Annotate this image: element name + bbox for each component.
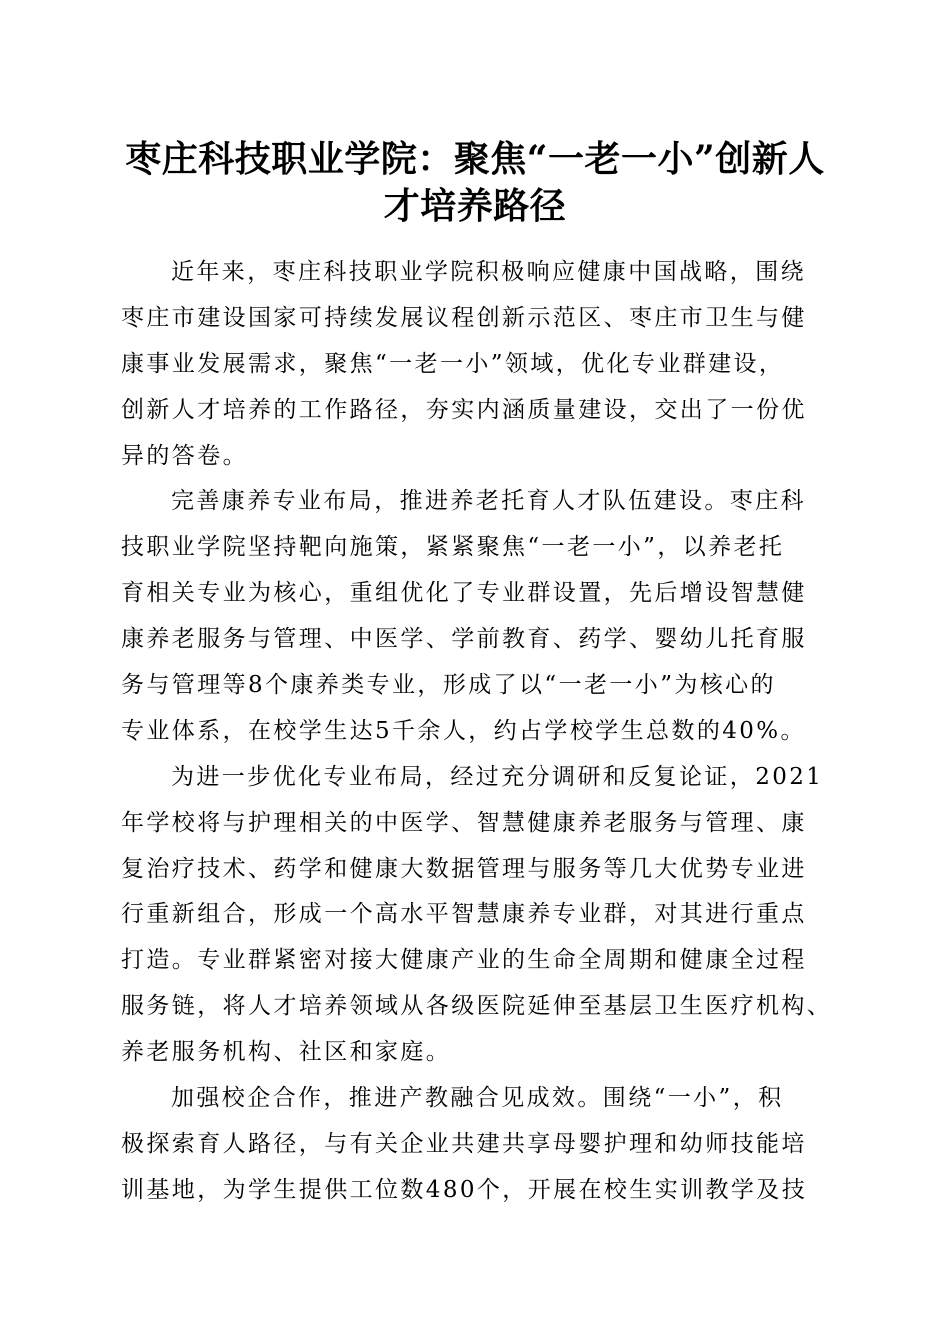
- text-line: 服务链，将人才培养领域从各级医院延伸至基层卫生医疗机构、: [121, 993, 833, 1020]
- text-line: 务与管理等8个康养类专业，形成了以“一老一小”为核心的: [121, 672, 776, 699]
- paragraph-3: [121, 755, 833, 1076]
- text-line: 完善康养专业布局，推进养老托育人才队伍建设。枣庄科: [171, 488, 806, 515]
- text-line: 技职业学院坚持靶向施策，紧紧聚焦“一老一小”，以养老托: [121, 534, 785, 561]
- text-line: 专业体系，在校学生达5千余人，约占学校学生总数的40%。: [121, 717, 806, 744]
- document-body: [121, 250, 833, 1214]
- text-line: 康事业发展需求，聚焦“一老一小”领域，优化专业群建设，: [121, 350, 785, 377]
- text-line: 复治疗技术、药学和健康大数据管理与服务等几大优势专业进: [121, 855, 807, 882]
- document-title: [100, 136, 850, 230]
- text-line: 枣庄市建设国家可持续发展议程创新示范区、枣庄市卫生与健: [121, 304, 807, 331]
- text-line: 年学校将与护理相关的中医学、智慧健康养老服务与管理、康: [121, 809, 807, 836]
- text-line: 近年来，枣庄科技职业学院积极响应健康中国战略，围绕: [171, 259, 806, 285]
- text-line: 极探索育人路径，与有关企业共建共享母婴护理和幼师技能培: [121, 1130, 807, 1157]
- paragraph-4: [121, 1076, 821, 1214]
- text-line: 异的答卷。: [121, 442, 248, 469]
- text-line: 行重新组合，形成一个高水平智慧康养专业群，对其进行重点: [121, 901, 807, 928]
- text-line: 养老服务机构、社区和家庭。: [121, 1039, 452, 1066]
- paragraph-1: [121, 250, 821, 479]
- text-line: 训基地，为学生提供工位数480个，开展在校生实训教学及技: [121, 1176, 808, 1203]
- text-line: 加强校企合作，推进产教融合见成效。围绕“一小”，积: [171, 1085, 784, 1112]
- title-line: 枣庄科技职业学院：聚焦“一老一小”创新人: [125, 138, 825, 180]
- paragraph-2: [121, 479, 821, 754]
- text-line: 育相关专业为核心，重组优化了专业群设置，先后增设智慧健: [121, 580, 807, 607]
- text-line: 康养老服务与管理、中医学、学前教育、药学、婴幼儿托育服: [121, 626, 807, 653]
- text-line: 为进一步优化专业布局，经过充分调研和反复论证，2021: [171, 763, 824, 790]
- text-line: 打造。专业群紧密对接大健康产业的生命全周期和健康全过程: [121, 947, 807, 974]
- text-line: 创新人才培养的工作路径，夯实内涵质量建设，交出了一份优: [121, 396, 807, 423]
- title-line: 才培养路径: [383, 185, 567, 227]
